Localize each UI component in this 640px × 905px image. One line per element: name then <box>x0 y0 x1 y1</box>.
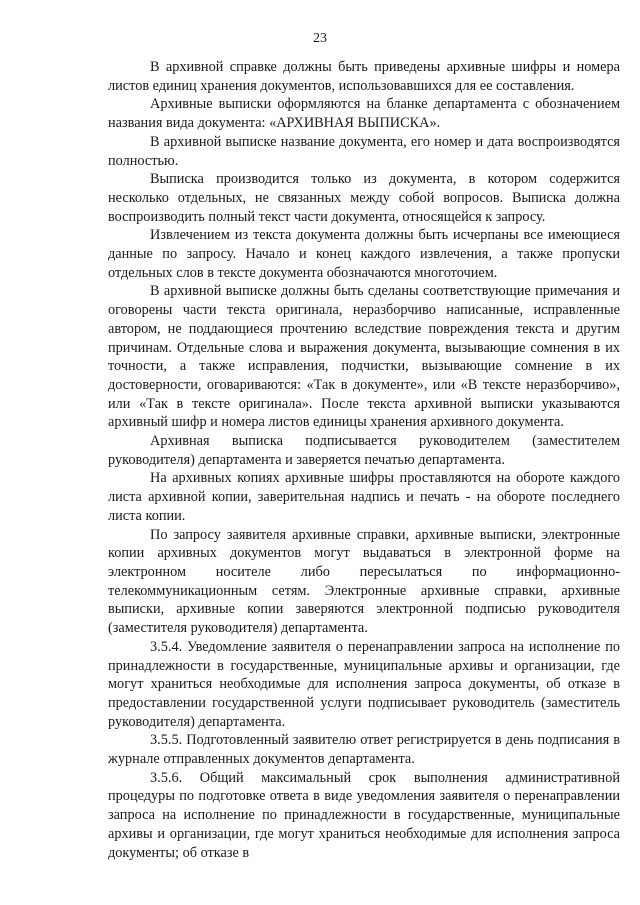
paragraph: По запросу заявителя архивные справки, архивные выписки, электронные копии архивных документов могут выдаваться в электронной форме на электронном носителе либо пересылаться по информационно-телекоммуникационным сетям. Электронные архивные справки, архивные выписки, архивные копии заверяются электронной подписью руководителя (заместителя руководителя) департамента. <box>108 526 620 637</box>
paragraph: 3.5.4. Уведомление заявителя о перенаправлении запроса на исполнение по принадлежности в государственные, муниципальные архивы и организации, где могут храниться необходимые для исполнения запроса документы, об отказе в предоставлении государственной услуги подписывает руководитель (заместитель руководителя) департамента. <box>108 638 620 730</box>
body-text <box>108 58 620 862</box>
page-number: 23 <box>313 31 327 46</box>
paragraph: 3.5.5. Подготовленный заявителю ответ регистрируется в день подписания в журнале отправленных документов департамента. <box>108 732 620 768</box>
paragraph: Извлечением из текста документа должны быть исчерпаны все имеющиеся данные по запросу. Начало и конец каждого извлечения, а также пропуски отдельных слов в тексте документа обозначаются многоточием. <box>108 227 620 281</box>
paragraph: В архивной выписке должны быть сделаны соответствующие примечания и оговорены части текста оригинала, неразборчиво написанные, исправленные автором, не поддающиеся прочтению вследствие повреждения текста и другим причинам. Отдельные слова и выражения документа, вызывающие сомнения в их точности, а также исправления, подчистки, вызывающие сомнение в их достоверности, оговариваются: «Так в документе», или «В тексте неразборчиво», или «Так в тексте оригинала». После текста архивной выписки указываются архивный шифр и номера листов единицы хранения архивного документа. <box>108 283 620 431</box>
paragraph: Выписка производится только из документа, в котором содержится несколько отдельных, не связанных между собой вопросов. Выписка должна воспроизводить полный текст части документа, относящейся к запросу. <box>108 171 620 225</box>
paragraph: В архивной справке должны быть приведены архивные шифры и номера листов единиц хранения документов, использовавшихся для ее составления. <box>108 59 620 94</box>
paragraph: Архивные выписки оформляются на бланке департамента с обозначением названия вида документа: «АРХИВНАЯ ВЫПИСКА». <box>108 96 620 132</box>
paragraph: На архивных копиях архивные шифры проставляются на обороте каждого листа архивной копии, заверительная надпись и печать - на обороте последнего листа копии. <box>108 470 620 524</box>
paragraph: Архивная выписка подписывается руководителем (заместителем руководителя) департамента и заверяется печатью департамента. <box>108 433 620 468</box>
paragraph-last: 3.5.6. Общий максимальный срок выполнения административной процедуры по подготовке ответа в виде уведомления заявителя о перенаправлении запроса на исполнение по принадлежности в государственные, муниципальные архивы и организации, где могут храниться необходимые для исполнения запроса документы; об отказе в <box>108 769 620 861</box>
paragraph: В архивной выписке название документа, его номер и дата воспроизводятся полностью. <box>108 133 620 169</box>
